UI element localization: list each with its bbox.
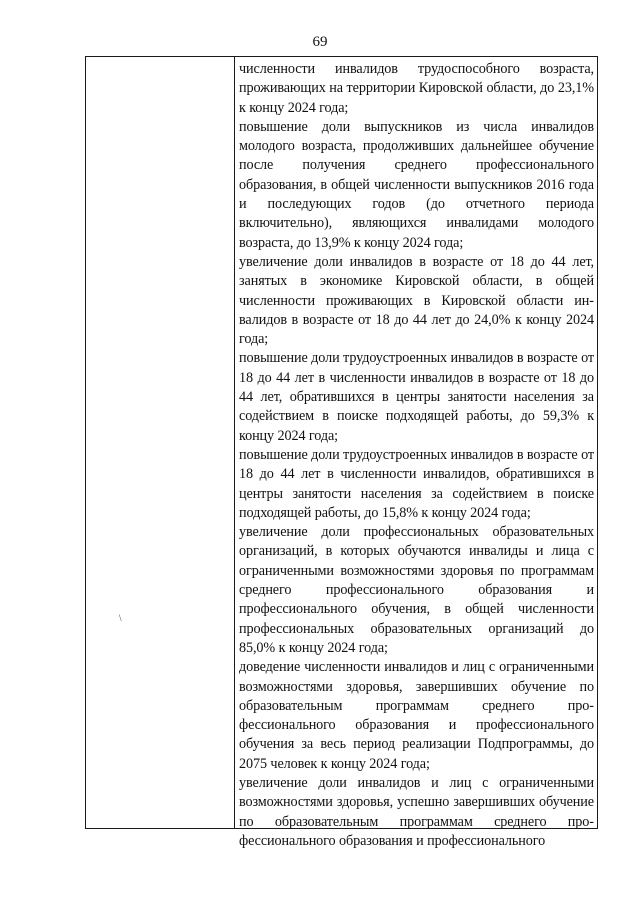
page-number: 69 bbox=[312, 34, 328, 50]
indicator-paragraph: увеличение доли инвалидов в возрасте от 18 до 44 лет, занятых в экономике Кировской области, в общей численности проживающих в Кировской области инвалидов в возрасте от 18 до 44 лет до 24,0% к концу 2024 года; bbox=[239, 253, 594, 348]
indicator-paragraph: увеличение доли инвалидов и лиц с ограниченными возможностями здоровья, успешно завершивших обучение по образовательным программам среднего профессионального образования и профессионального bbox=[239, 774, 594, 849]
indicator-paragraph: доведение численности инвалидов и лиц с ограниченными возможностями здоровья, завершивших обучение по образовательным программам среднего профессионального образования и профессионального обучения за весь период реализации Подпрограммы, до 2075 человек к концу 2024 года; bbox=[239, 659, 594, 772]
indicators-table bbox=[85, 56, 598, 849]
indicator-paragraph: повышение доли трудоустроенных инвалидов в возрасте от 18 до 44 лет в численности инвалидов в возрасте от 18 до 44 лет, обратившихся в центры занятости населения за содействием в поиске подходящей работы, до 59,3% к концу 2024 года; bbox=[239, 350, 594, 444]
indicator-paragraph: повышение доли трудоустроенных инвалидов в возрасте от 18 до 44 лет в численности инвалидов, обратившихся в центры занятости населения за содействием в поиске подходящей работы, до 15,8% к концу 2024 года; bbox=[239, 446, 594, 521]
table-left-column bbox=[86, 57, 235, 828]
indicator-paragraph: увеличение доли профессиональных образовательных организаций, в которых обучаются инвалиды и лица с ограниченными возможностями здоровья по программам среднего профессионального образования и профессионального обучения, в общей численности профессиональных образовательных организаций до 85,0% к концу 2024 года; bbox=[239, 524, 594, 656]
scan-mark: \ bbox=[119, 613, 122, 623]
indicator-paragraph: повышение доли выпускников из числа инвалидов молодого возраста, продолживших дальнейшее обучение после получения среднего профессионального образования, в общей численности выпускников 2016 года и последующих годов (до отчетного периода включительно), являющихся инвалидами молодого возраста, до 13,9% к концу 2024 года; bbox=[239, 118, 594, 251]
table-right-column bbox=[235, 57, 597, 849]
indicator-paragraph: численности инвалидов трудоспособного возраста, проживающих на территории Кировской области, до 23,1% к концу 2024 года; bbox=[239, 61, 594, 116]
